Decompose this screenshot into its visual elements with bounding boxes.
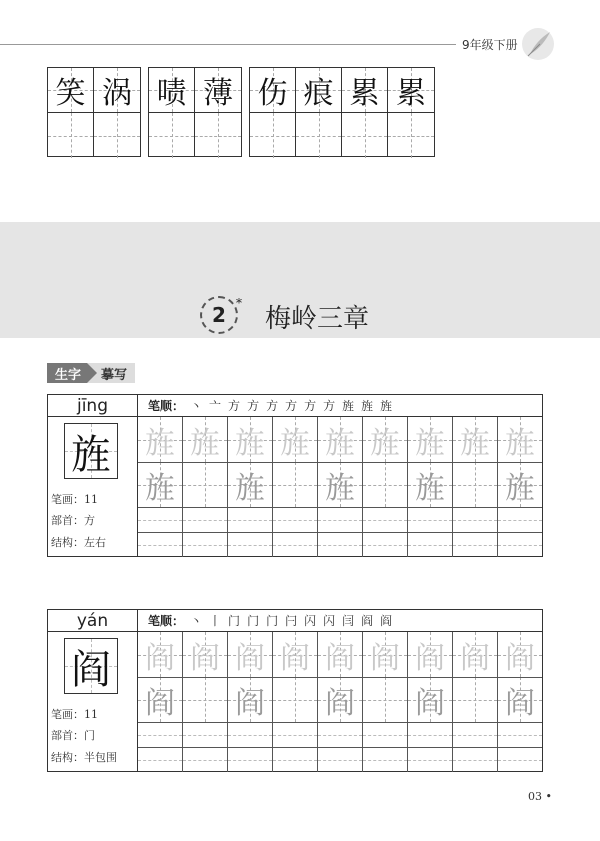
- practice-cell[interactable]: [408, 747, 453, 772]
- guide-line-h: [318, 520, 362, 521]
- stroke-step: 方: [323, 399, 336, 413]
- model-character-box: [64, 638, 118, 694]
- guide-line-v: [411, 113, 412, 158]
- practice-cell[interactable]: [363, 417, 408, 462]
- practice-cell[interactable]: [363, 462, 408, 507]
- practice-cell[interactable]: [228, 722, 273, 747]
- stroke-step: 旌: [361, 399, 374, 413]
- practice-row: [138, 462, 542, 507]
- structure: 结构：左右: [51, 536, 106, 549]
- practice-cell[interactable]: [183, 507, 228, 532]
- practice-cell[interactable]: [228, 462, 273, 507]
- pinyin: yán: [48, 610, 138, 632]
- trace-character: 旌: [145, 470, 175, 506]
- guide-line-v: [71, 113, 72, 158]
- model-character-large: 旌: [71, 431, 111, 478]
- guide-line-h: [138, 520, 182, 521]
- model-character-box: [64, 423, 118, 479]
- guide-line-h: [318, 545, 362, 546]
- guide-line-h: [228, 735, 272, 736]
- stroke-step: 丶: [190, 614, 203, 628]
- guide-line-v: [295, 677, 296, 722]
- practice-cell[interactable]: [183, 632, 228, 677]
- practice-cell[interactable]: [408, 722, 453, 747]
- guide-line-h: [183, 520, 227, 521]
- trace-character: 阎: [415, 640, 445, 676]
- row-divider: [138, 507, 542, 508]
- stroke-step: 闪: [323, 614, 336, 628]
- stroke-step: 闪: [304, 614, 317, 628]
- guide-line-v: [117, 113, 118, 158]
- guide-line-h: [453, 520, 497, 521]
- practice-cell[interactable]: [273, 632, 318, 677]
- stroke-step: 方: [228, 399, 241, 413]
- copy-column: [388, 68, 434, 156]
- practice-cell[interactable]: [453, 722, 498, 747]
- copy-column: [296, 68, 342, 156]
- row-divider: [138, 532, 542, 533]
- practice-cell[interactable]: [498, 417, 542, 462]
- practice-grid: [138, 417, 542, 556]
- practice-cell[interactable]: [138, 462, 183, 507]
- practice-cell[interactable]: [183, 417, 228, 462]
- practice-cell[interactable]: [408, 417, 453, 462]
- trace-character: 阎: [505, 640, 535, 676]
- chevron-right-icon: [87, 363, 97, 383]
- practice-cell[interactable]: [498, 507, 542, 532]
- stroke-order: [138, 610, 542, 632]
- guide-line-v: [273, 113, 274, 158]
- copy-cell-blank[interactable]: [296, 113, 341, 158]
- character-info-panel: [48, 417, 138, 556]
- guide-line-h: [318, 760, 362, 761]
- practice-row: [138, 507, 542, 532]
- practice-cell[interactable]: [318, 747, 363, 772]
- practice-grid: [138, 632, 542, 771]
- copy-group: [148, 67, 242, 157]
- guide-line-h: [453, 545, 497, 546]
- guide-line-v: [205, 677, 206, 722]
- guide-line-h: [318, 735, 362, 736]
- practice-row: [138, 677, 542, 722]
- practice-cell[interactable]: [138, 677, 183, 722]
- practice-cell[interactable]: [453, 507, 498, 532]
- stroke-step: 门: [266, 614, 279, 628]
- guide-line-h: [408, 735, 452, 736]
- practice-cell[interactable]: [498, 532, 542, 557]
- section-tag: [47, 363, 135, 383]
- stroke-step: 方: [247, 399, 260, 413]
- trace-character: 阎: [505, 685, 535, 721]
- guide-line-v: [218, 113, 219, 158]
- practice-cell[interactable]: [228, 677, 273, 722]
- practice-cell[interactable]: [318, 532, 363, 557]
- practice-cell[interactable]: [498, 632, 542, 677]
- copy-column: [94, 68, 140, 156]
- trace-character: 旌: [325, 425, 355, 461]
- trace-character: 阎: [325, 685, 355, 721]
- stroke-count: 笔画：11: [51, 708, 98, 721]
- guide-line-h: [363, 735, 407, 736]
- stroke-step: 亠: [209, 399, 222, 413]
- practice-cell[interactable]: [453, 462, 498, 507]
- guide-line-h: [498, 760, 542, 761]
- guide-line-v: [365, 113, 366, 158]
- radical: 部首：门: [51, 729, 95, 742]
- copy-column: [195, 68, 241, 156]
- copy-column: [250, 68, 296, 156]
- practice-cell[interactable]: [363, 677, 408, 722]
- section-tag-primary: 生字: [47, 363, 87, 383]
- guide-line-h: [183, 545, 227, 546]
- guide-line-h: [363, 545, 407, 546]
- copy-cell-blank[interactable]: [149, 113, 194, 158]
- practice-cell[interactable]: [228, 532, 273, 557]
- practice-cell[interactable]: [453, 677, 498, 722]
- stroke-step: 门: [247, 614, 260, 628]
- copy-cell-blank[interactable]: [342, 113, 387, 158]
- trace-character: 阎: [145, 685, 175, 721]
- trace-character: 旌: [280, 425, 310, 461]
- trace-character: 阎: [190, 640, 220, 676]
- practice-cell[interactable]: [498, 722, 542, 747]
- trace-character: 旌: [505, 470, 535, 506]
- stroke-order-label: 笔顺：: [148, 399, 185, 413]
- trace-character: 旌: [235, 470, 265, 506]
- practice-cell[interactable]: [183, 532, 228, 557]
- model-character: 累: [396, 76, 426, 111]
- practice-cell[interactable]: [408, 507, 453, 532]
- practice-cell[interactable]: [138, 417, 183, 462]
- copy-cell-blank[interactable]: [250, 113, 295, 158]
- practice-cell[interactable]: [408, 532, 453, 557]
- trace-character: 旌: [190, 425, 220, 461]
- stroke-count: 笔画：11: [51, 493, 98, 506]
- copy-cell-blank[interactable]: [94, 113, 140, 158]
- trace-character: 旌: [415, 470, 445, 506]
- stroke-step: 阎: [380, 614, 393, 628]
- practice-cell[interactable]: [318, 632, 363, 677]
- practice-cell[interactable]: [273, 722, 318, 747]
- guide-line-h: [228, 545, 272, 546]
- practice-cell[interactable]: [138, 507, 183, 532]
- row-divider: [138, 722, 542, 723]
- guide-line-v: [385, 677, 386, 722]
- guide-line-v: [205, 462, 206, 507]
- practice-cell[interactable]: [453, 747, 498, 772]
- practice-row: [138, 632, 542, 677]
- practice-cell[interactable]: [183, 722, 228, 747]
- model-character-large: 阎: [71, 646, 111, 693]
- character-block: [47, 394, 543, 557]
- feather-quill-icon: [520, 26, 556, 62]
- practice-cell[interactable]: [363, 507, 408, 532]
- model-character: 痕: [303, 76, 334, 111]
- stroke-step: 丶: [190, 399, 203, 413]
- practice-cell[interactable]: [498, 462, 542, 507]
- guide-line-v: [385, 462, 386, 507]
- practice-cell[interactable]: [363, 722, 408, 747]
- lesson-number: 2: [200, 296, 238, 334]
- copy-cell-model: [388, 68, 434, 113]
- copy-cell-blank[interactable]: [388, 113, 434, 158]
- model-character: 伤: [257, 76, 288, 111]
- guide-line-h: [363, 760, 407, 761]
- section-tag-secondary: 摹写: [97, 363, 135, 383]
- copy-cell-model: [149, 68, 194, 113]
- practice-cell[interactable]: [183, 747, 228, 772]
- copy-cell-model: [250, 68, 295, 113]
- trace-character: 旌: [325, 470, 355, 506]
- model-character: 啧: [156, 76, 187, 111]
- practice-cell[interactable]: [318, 677, 363, 722]
- guide-line-h: [363, 520, 407, 521]
- guide-line-h: [408, 760, 452, 761]
- practice-cell[interactable]: [363, 632, 408, 677]
- copy-group: [249, 67, 435, 157]
- trace-character: 阎: [235, 640, 265, 676]
- practice-cell[interactable]: [318, 417, 363, 462]
- stroke-step: 闩: [285, 614, 298, 628]
- practice-cell[interactable]: [228, 632, 273, 677]
- guide-line-v: [475, 677, 476, 722]
- guide-line-h: [408, 520, 452, 521]
- copy-group: [47, 67, 141, 157]
- practice-row: [138, 722, 542, 747]
- practice-cell[interactable]: [138, 532, 183, 557]
- guide-line-h: [273, 760, 317, 761]
- practice-cell[interactable]: [183, 462, 228, 507]
- guide-line-v: [319, 113, 320, 158]
- practice-cell[interactable]: [228, 747, 273, 772]
- header-rule: [0, 44, 456, 45]
- practice-cell[interactable]: [453, 532, 498, 557]
- trace-character: 阎: [280, 640, 310, 676]
- trace-character: 阎: [460, 640, 490, 676]
- guide-line-h: [498, 545, 542, 546]
- copy-cell-model: [48, 68, 93, 113]
- trace-character: 旌: [235, 425, 265, 461]
- guide-line-h: [138, 760, 182, 761]
- guide-line-h: [228, 520, 272, 521]
- practice-row: [138, 417, 542, 462]
- practice-cell[interactable]: [498, 747, 542, 772]
- trace-character: 阎: [145, 640, 175, 676]
- guide-line-h: [138, 735, 182, 736]
- guide-line-h: [273, 520, 317, 521]
- guide-line-h: [183, 760, 227, 761]
- guide-line-h: [228, 760, 272, 761]
- guide-line-h: [498, 735, 542, 736]
- guide-line-h: [453, 735, 497, 736]
- practice-cell[interactable]: [183, 677, 228, 722]
- copy-column: [149, 68, 195, 156]
- pinyin: jīng: [48, 395, 138, 417]
- trace-character: 旌: [370, 425, 400, 461]
- practice-cell[interactable]: [273, 417, 318, 462]
- model-character: 笑: [55, 76, 86, 111]
- practice-cell[interactable]: [228, 417, 273, 462]
- copy-cell-blank[interactable]: [48, 113, 93, 158]
- copy-cell-model: [94, 68, 140, 113]
- practice-cell[interactable]: [363, 532, 408, 557]
- guide-line-v: [172, 113, 173, 158]
- practice-cell[interactable]: [273, 677, 318, 722]
- copy-cell-model: [195, 68, 241, 113]
- guide-line-h: [498, 520, 542, 521]
- practice-row: [138, 532, 542, 557]
- copy-cell-blank[interactable]: [195, 113, 241, 158]
- stroke-order-label: 笔顺：: [148, 614, 185, 628]
- stroke-step: 方: [266, 399, 279, 413]
- practice-cell[interactable]: [138, 747, 183, 772]
- guide-line-h: [138, 545, 182, 546]
- trace-character: 旌: [505, 425, 535, 461]
- practice-cell[interactable]: [138, 722, 183, 747]
- practice-cell[interactable]: [273, 532, 318, 557]
- practice-cell[interactable]: [408, 677, 453, 722]
- practice-cell[interactable]: [318, 507, 363, 532]
- guide-line-v: [475, 462, 476, 507]
- grade-label: 9年级下册: [462, 38, 518, 52]
- practice-cell[interactable]: [318, 722, 363, 747]
- practice-cell[interactable]: [273, 507, 318, 532]
- stroke-step: 方: [285, 399, 298, 413]
- practice-cell[interactable]: [498, 677, 542, 722]
- model-character: 薄: [203, 76, 233, 111]
- practice-cell[interactable]: [138, 632, 183, 677]
- row-divider: [138, 747, 542, 748]
- copy-cell-model: [342, 68, 387, 113]
- guide-line-v: [295, 462, 296, 507]
- guide-line-h: [273, 545, 317, 546]
- trace-character: 旌: [145, 425, 175, 461]
- lesson-star: *: [236, 296, 242, 310]
- stroke-step: 闫: [342, 614, 355, 628]
- stroke-step: 旌: [380, 399, 393, 413]
- copy-column: [48, 68, 94, 156]
- stroke-order: [138, 395, 542, 417]
- model-character: 涡: [102, 76, 132, 111]
- practice-cell[interactable]: [273, 462, 318, 507]
- trace-character: 阎: [415, 685, 445, 721]
- practice-cell[interactable]: [408, 462, 453, 507]
- stroke-step: 旌: [342, 399, 355, 413]
- copy-cell-model: [296, 68, 341, 113]
- practice-cell[interactable]: [273, 747, 318, 772]
- practice-cell[interactable]: [453, 632, 498, 677]
- trace-character: 阎: [325, 640, 355, 676]
- stroke-step: 门: [228, 614, 241, 628]
- character-block: [47, 609, 543, 772]
- practice-cell[interactable]: [408, 632, 453, 677]
- page-number: 03 •: [528, 790, 552, 803]
- practice-cell[interactable]: [318, 462, 363, 507]
- guide-line-h: [273, 735, 317, 736]
- trace-character: 阎: [370, 640, 400, 676]
- radical: 部首：方: [51, 514, 95, 527]
- copy-column: [342, 68, 388, 156]
- guide-line-h: [408, 545, 452, 546]
- stroke-step: 方: [304, 399, 317, 413]
- character-info-panel: [48, 632, 138, 771]
- lesson-title: 梅岭三章: [265, 304, 370, 334]
- practice-cell[interactable]: [228, 507, 273, 532]
- trace-character: 旌: [415, 425, 445, 461]
- practice-row: [138, 747, 542, 772]
- practice-cell[interactable]: [453, 417, 498, 462]
- stroke-step: 阎: [361, 614, 374, 628]
- trace-character: 旌: [460, 425, 490, 461]
- stroke-step: 丨: [209, 614, 222, 628]
- practice-cell[interactable]: [363, 747, 408, 772]
- guide-line-h: [183, 735, 227, 736]
- structure: 结构：半包围: [51, 751, 117, 764]
- trace-character: 阎: [235, 685, 265, 721]
- model-character: 累: [349, 76, 380, 111]
- guide-line-h: [453, 760, 497, 761]
